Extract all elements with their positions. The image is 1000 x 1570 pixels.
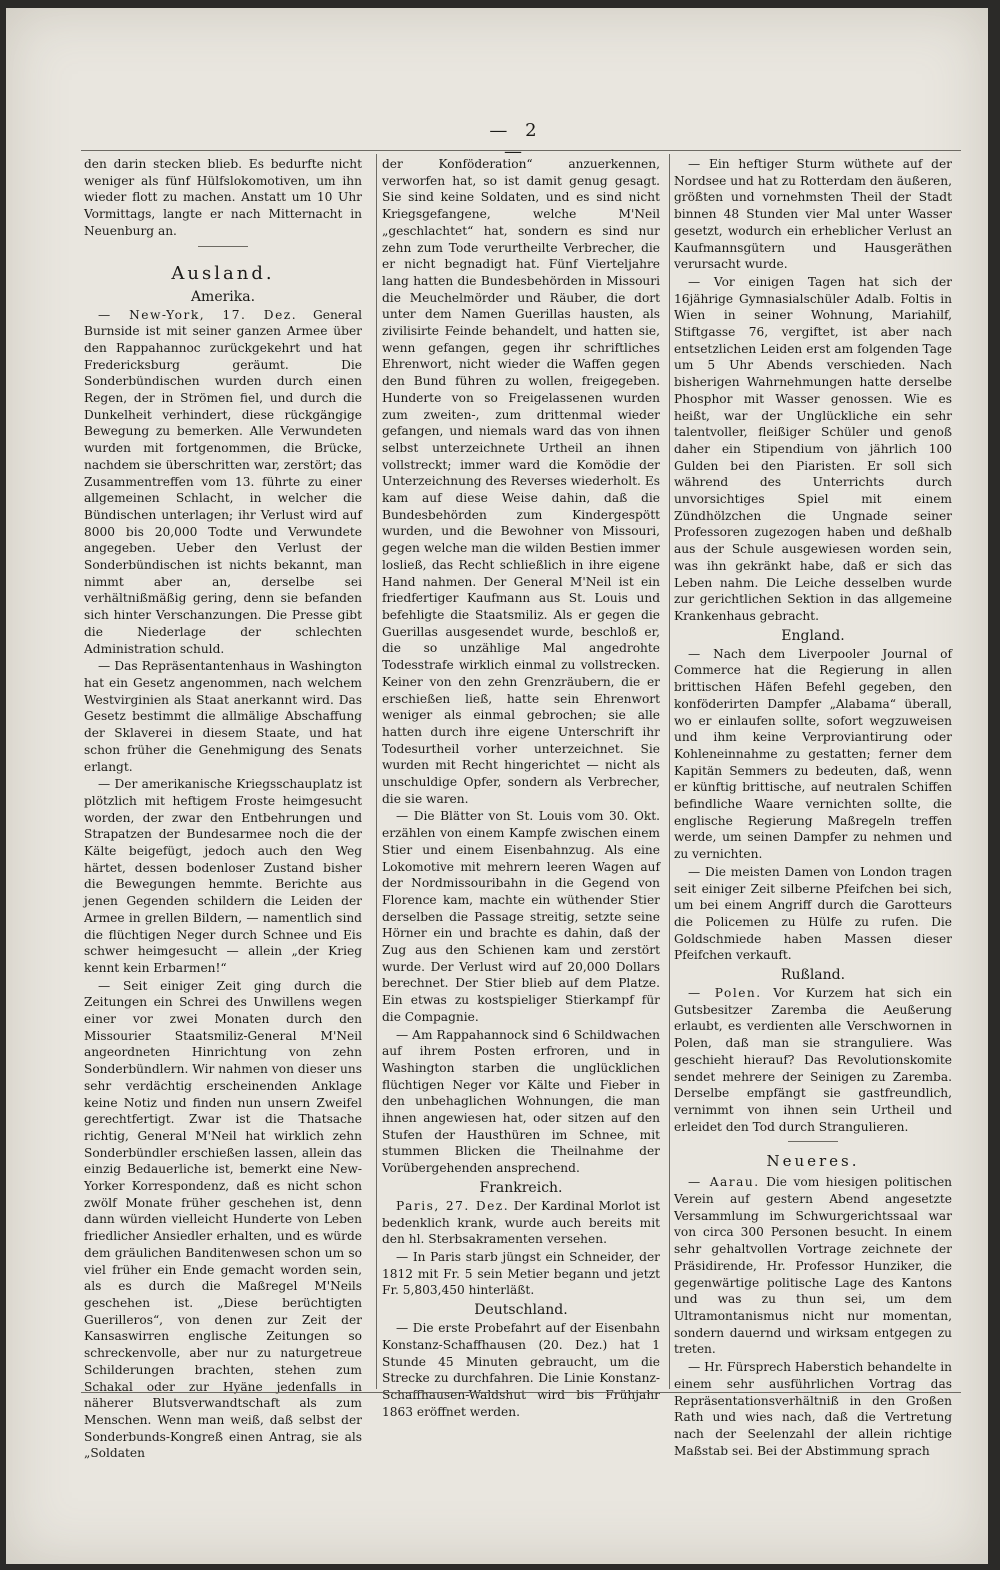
subheading-england: England. [781,627,845,644]
paragraph: — Ein heftiger Sturm wüthete auf der Nordsee und hat zu Rotterdam den äußeren, größten und vornehmsten Theil der Stadt binnen 48 Stunden vier Mal unter Wasser gesetzt, wodurch ein erheblicher Verlust an Kaufmannsgütern und Hausgeräthen verursacht wurde. [674,157,952,272]
paragraph: — Die Blätter von St. Louis vom 30. Okt. erzählen von einem Kampfe zwischen einem Stier und einem Eisenbahnzug. Als eine Lokomotive mit mehrern leeren Wagen auf der Nordmissouribahn in die Gegend von Florence kam, machte ein wüthender Stier derselben die Passage streitig, setzte seine Hörner ein und brachte es dahin, daß der Zug aus den Schienen kam und zerstört wurde. Der Verlust wird auf 20,000 Dollars berechnet. Der Stier blieb auf dem Platze. Ein etwas zu kostspieliger Stierkampf für die Compagnie. [382,809,660,1024]
column-2 [382,156,660,1421]
paragraph-text: General Burnside ist mit seiner ganzen Armee über den Rappahannoc zurückgekehrt und hat Fredericksburg geräumt. Die Sonderbündischen wurden durch einen Regen, der in Strömen fiel, und durch die Dunkelheit verhindert, diese rückgängige Bewegung zu bemerken. Alle Verwundeten wurden mit fortgenommen, die Brücke, nachdem sie überschritten war, zerstört; das Zusammentreffen vom 13. führte zu einer allgemeinen Schlacht, in welcher die Bündischen unterlagen; ihr Verlust wird auf 8000 bis 20,000 Todte und Verwundete angegeben. Ueber den Verlust der Sonderbündischen ist nichts bekannt, man nimmt aber an, derselbe sei verhältnißmäßig gering, denn sie befanden sich hinter Verschanzungen. Die Presse gibt die Niederlage der schlechten Administration schuld. [84,307,363,656]
dateline: — Aarau. [688,1175,760,1190]
paragraph [674,985,952,1135]
paragraph: — Am Rappahannock sind 6 Schildwachen auf ihrem Posten erfroren, und in Washington starben die unglücklichen flüchtigen Neger vor Kälte und Fieber in den unbehaglichen Wohnungen, die man ihnen angewiesen hat, oder sitzen auf den Stufen der Hausthüren im Schnee, mit stummen Blicken die Theilnahme der Vorübergehenden ansprechend. [382,1027,660,1176]
paragraph: — Vor einigen Tagen hat sich der 16jährige Gymnasialschüler Adalb. Foltis in Wien in seiner Wohnung, Mariahilf, Stiftgasse 76, vergiftet, ist aber nach entsetzlichen Leiden erst am folgenden Tage um 5 Uhr Abends verschieden. Nach bisherigen Wahrnehmungen hatte derselbe Phosphor mit Wasser genossen. Wie es heißt, war der Unglückliche ein sehr talentvoller, fleißiger Schüler und genoß daher ein Stipendium von jährlich 100 Gulden bei den Piaristen. Er soll sich während des Unterrichts durch unvorsichtiges Spiel mit einem Zündhölzchen die Ungnade seiner Professoren zugezogen haben und deßhalb aus der Schule ausgewiesen worden sein, was ihn gekränkt habe, daß er sich das Leben nahm. Die Leiche desselben wurde zur gerichtlichen Sektion in das allgemeine Krankenhaus gebracht. [674,274,952,623]
paragraph: — In Paris starb jüngst ein Schneider, der 1812 mit Fr. 5 sein Metier begann und jetzt Fr. 5,803,450 hinterläßt. [382,1250,660,1298]
divider [198,246,248,247]
paragraph: der Konföderation“ anzuerkennen, verworfen hat, so ist damit genug gesagt. Sie sind keine Soldaten, und es sind nicht Kriegsgefangene, welche M'Neil „geschlachtet“ hat, sondern es sind nur zehn zum Tode verurtheilte Verbrecher, die er nicht begnadigt hat. Fünf Vierteljahre lang hatten die Bundesbehörden in Missouri die Meuchelmörder und Räuber, die dort unter dem Namen Guerillas hausten, als zivilisirte Feinde behandelt, und hatten sie, wenn gefangen, gegen ihr schriftliches Ehrenwort, nicht wieder die Waffen gegen den Bund führen zu wollen, freigegeben. Hunderte von so Freigelassenen wurden zum zweiten-, zum drittenmal wieder gefangen, und niemals ward das von ihnen selbst unterzeichnete Urtheil an ihnen vollstreckt; immer ward die Komödie der Unterzeichnung des Reverses wiederholt. Es kam auf diese Weise dahin, daß die Bundesbehörden zum Kindergespött wurden, und die Bewohner von Missouri, gegen welche man die wilden Bestien immer losließ, das Recht schließlich in ihre eigene Hand nahmen. Der General M'Neil ist ein friedfertiger Kaufmann aus St. Louis und befehligte die Staatsmiliz. Als er gegen die Guerillas ausgesendet wurde, beschloß er, die so unzählige Mal angedrohte Todesstrafe wirklich einmal zu vollstrecken. Keiner von den zehn Grenzräubern, die er erschießen ließ, hatte sein Ehrenwort weniger als einmal gebrochen; sie alle hatten durch ihre eigene Unterschrift ihr Todesurtheil vorher unterzeichnet. Sie wurden mit Recht hingerichtet — nicht als unschuldige Opfer, sondern als Verbrecher, die sie waren. [382,157,660,806]
section-heading-ausland: Ausland. [171,262,275,284]
column-3 [674,156,952,1460]
paragraph [84,307,362,658]
column-rule-1 [376,154,377,1389]
dateline: Paris, 27. Dez. [396,1198,510,1213]
divider [788,1141,838,1142]
subheading-russland: Rußland. [780,967,846,984]
section-heading-neueres: Neueres. [766,1152,860,1171]
column-1 [84,156,362,1463]
paragraph-text: Vor Kurzem hat sich ein Gutsbesitzer Zaremba die Aeußerung erlaubt, es verdienten alle Verschwornen in Polen, daß man sie stranguliere. Was geschieht hierauf? Das Revolutionskomite sendet mehrere der Seinigen zu Zaremba. Derselbe empfängt sie gastfreundlich, vernimmt von ihnen sein Urtheil und erleidet den Tod durch Strangulieren. [674,986,953,1134]
newspaper-page [6,8,988,1564]
subheading-amerika: Amerika. [190,288,256,305]
subheading-frankreich: Frankreich. [479,1179,563,1196]
paragraph: den darin stecken blieb. Es bedurfte nicht weniger als fünf Hülfslokomotiven, um ihn wieder flott zu machen. Anstatt um 10 Uhr Vormittags, langte er nach Mitternacht in Neuenburg an. [84,157,362,238]
header-rule [81,150,961,151]
paragraph: — Die meisten Damen von London tragen seit einiger Zeit silberne Pfeifchen bei sich, um bei einem Angriff durch die Garotteurs die Policemen zu Hülfe zu rufen. Die Goldschmiede haben Massen dieser Pfeifchen verkauft. [674,864,952,963]
dateline: — Polen. [688,986,762,1001]
subheading-deutschland: Deutschland. [474,1302,568,1319]
page-number: — 2 — [489,120,543,162]
column-rule-2 [669,154,670,1389]
paragraph: — Das Repräsentantenhaus in Washington hat ein Gesetz angenommen, nach welchem Westvirginien als Staat anerkannt wird. Das Gesetz bestimmt die allmälige Abschaffung der Sklaverei in diesem Staate, und hat schon früher die Genehmigung des Senats erlangt. [84,659,362,774]
paragraph-text: Die vom hiesigen politischen Verein auf gestern Abend angesetzte Versammlung im Schwurgerichtssaal war von circa 300 Personen besucht. In einem sehr gehaltvollen Vortrage zeichnete der Präsidirende, Hr. Professor Hunziker, die gegenwärtige politische Lage des Kantons und was zu thun sei, um dem Ultramontanismus nicht nur momentan, sondern dauernd und wirksam entgegen zu treten. [674,1175,953,1357]
paragraph-text: Der Kardinal Morlot ist bedenklich krank, wurde auch bereits mit den hl. Sterbsakramenten versehen. [382,1198,661,1247]
paragraph: — Hr. Fürsprech Haberstich behandelte in einem sehr ausführlichen Vortrag das Repräsentationsverhältniß in den Großen Rath und wies nach, daß die Vertretung nach der Seelenzahl der allein richtige Maßstab sei. Bei der Abstimmung sprach [674,1360,952,1458]
paragraph [674,1174,952,1358]
dateline: — New-York, 17. Dez. [98,307,298,322]
paragraph: — Die erste Probefahrt auf der Eisenbahn Konstanz-Schaffhausen (20. Dez.) hat 1 Stunde 45 Minuten gebraucht, um die Strecke zu durchfahren. Die Linie Konstanz-Schaffhausen-Waldshut wird bis Frühjahr 1863 eröffnet werden. [382,1321,660,1419]
footer-rule [81,1392,961,1393]
paragraph: — Nach dem Liverpooler Journal of Commerce hat die Regierung in allen brittischen Häfen Befehl gegeben, den konföderirten Dampfer „Alabama“ überall, wo er einlaufen sollte, sofort wegzuweisen und ihm keine Verproviantirung oder Kohleneinnahme zu gestatten; ferner dem Kapitän Semmers zu bedeuten, daß, wenn er künftig brittische, auf neutralen Schiffen befindliche Waare vernichten sollte, die englische Regierung Maßregeln treffen werde, um seinen Dampfer zu nehmen und zu vernichten. [674,646,952,862]
paragraph [382,1198,660,1248]
paragraph: — Seit einiger Zeit ging durch die Zeitungen ein Schrei des Unwillens wegen einer vor zwei Monaten durch den Missourier Staatsmiliz-General M'Neil angeordneten Hinrichtung von zehn Sonderbündlern. Wir nahmen von dieser uns sehr verdächtig erscheinenden Anklage keine Notiz und finden nun unsern Zweifel gerechtfertigt. Zwar ist die Thatsache richtig, General M'Neil hat wirklich zehn Sonderbündler erschießen lassen, allein das einzig Bedauerliche ist, bemerkt eine New-Yorker Korrespondenz, daß es nicht schon zwölf Monate früher geschehen ist, denn dann würden vielleicht Hunderte von Leben friedlicher Ansiedler erhalten, und es würde dem gräulichen Banditenwesen schon um so viel früher ein Ende gemacht worden sein, als es durch die Maßregel M'Neils geschehen ist. „Diese berüchtigten Guerilleros“, von denen zur Zeit der Kansaswirren englische Zeitungen so schreckenvolle, aber nur zu naturgetreue Schilderungen brachten, stehen zum Schakal oder zur Hyäne jedenfalls in näherer Blutsverwandtschaft als zum Menschen. Wenn man weiß, daß selbst der Sonderbunds-Kongreß einen Antrag, sie als „Soldaten [84,978,362,1461]
paragraph: — Der amerikanische Kriegsschauplatz ist plötzlich mit heftigem Froste heimgesucht worden, der zwar den Entbehrungen und Strapatzen der Bundesarmee noch die der Kälte beigefügt, jedoch auch den Weg härtet, dessen bodenloser Zustand bisher die Bewegungen hemmte. Berichte aus jenen Gegenden schildern die Leiden der Armee in grellen Bildern, — namentlich sind die flüchtigen Neger durch Schnee und Eis schwer heimgesucht — allein „der Krieg kennt kein Erbarmen!“ [84,777,362,975]
